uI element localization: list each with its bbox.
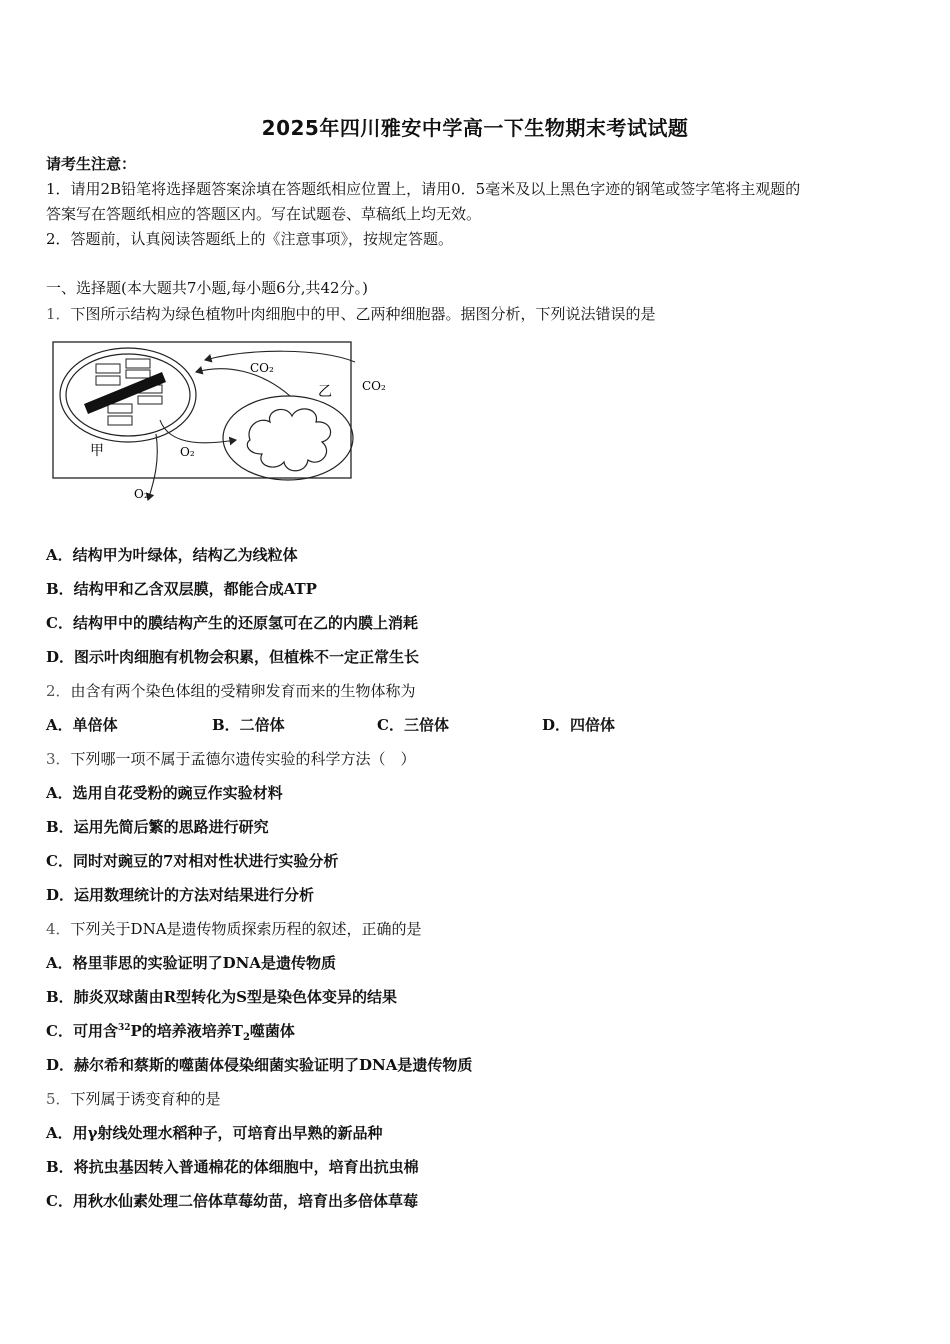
phage-subscript: 2 (242, 1032, 250, 1043)
notice-heading: 请考生注意： (46, 155, 137, 173)
label-jia: 甲 (90, 443, 104, 459)
question-number: 5． (46, 1090, 71, 1108)
question-number: 1． (46, 305, 71, 323)
q2-option-b: B．二倍体 (212, 716, 285, 734)
mitochondrion-cristae (247, 409, 330, 471)
q3-option-d: D．运用数理统计的方法对结果进行分析 (46, 886, 315, 904)
question-3 (46, 748, 416, 769)
q4-option-c-text: C．可用含 (46, 1022, 118, 1040)
q1-option-a: A．结构甲为叶绿体，结构乙为线粒体 (46, 546, 298, 564)
question-stem: 下列哪一项不属于孟德尔遗传实验的科学方法（ ） (70, 750, 416, 768)
label-co2-a: CO₂ (250, 361, 274, 375)
q4-option-d: D．赫尔希和蔡斯的噬菌体侵染细菌实验证明了DNA是遗传物质 (46, 1056, 473, 1074)
q5-option-a: A．用γ射线处理水稻种子，可培育出早熟的新品种 (46, 1124, 383, 1142)
q2-option-c: C．三倍体 (377, 716, 449, 734)
question-4 (46, 918, 422, 939)
question-stem: 由含有两个染色体组的受精卵发育而来的生物体称为 (70, 682, 416, 700)
question-stem: 下列关于DNA是遗传物质探索历程的叙述，正确的是 (70, 920, 422, 938)
q3-option-b: B．运用先简后繁的思路进行研究 (46, 818, 269, 836)
q4-option-c-text: P的培养液培养T (130, 1022, 243, 1040)
section-heading: 一、选择题(本大题共7小题,每小题6分,共42分。) (46, 279, 368, 297)
q1-option-c: C．结构甲中的膜结构产生的还原氢可在乙的内膜上消耗 (46, 614, 418, 632)
notice-item-1-line-1: 1．请用2B铅笔将选择题答案涂填在答题纸相应位置上，请用0．5毫米及以上黑色字迹的钢笔或签字笔将主观题的 (46, 180, 801, 198)
question-stem: 下列属于诱变育种的是 (70, 1090, 221, 1108)
notice-item-1-line-2: 答案写在答题纸相应的答题区内。写在试题卷、草稿纸上均无效。 (46, 205, 482, 223)
q2-option-d: D．四倍体 (542, 716, 616, 734)
question-1 (46, 303, 656, 324)
q5-option-c: C．用秋水仙素处理二倍体草莓幼苗，培育出多倍体草莓 (46, 1192, 418, 1210)
question-5 (46, 1088, 221, 1109)
q4-option-a: A．格里菲思的实验证明了DNA是遗传物质 (46, 954, 336, 972)
question-stem: 下图所示结构为绿色植物叶肉细胞中的甲、乙两种细胞器。据图分析，下列说法错误的是 (70, 305, 656, 323)
question-2 (46, 680, 416, 701)
o2-out-arrow (148, 434, 157, 500)
q1-option-b: B．结构甲和乙含双层膜，都能合成ATP (46, 580, 317, 598)
label-co2-b: CO₂ (362, 379, 386, 393)
organelle-diagram-svg (50, 330, 400, 510)
q4-option-c (46, 1020, 295, 1043)
exam-title: 2025年四川雅安中学高一下生物期末考试试题 (261, 116, 689, 140)
question-number: 3． (46, 750, 71, 768)
question-number: 4． (46, 920, 71, 938)
q4-option-b: B．肺炎双球菌由R型转化为S型是染色体变异的结果 (46, 988, 397, 1006)
q2-option-a: A．单倍体 (46, 716, 118, 734)
label-o2-b: O₂ (134, 487, 149, 501)
label-yi: 乙 (318, 384, 332, 400)
q4-option-c-text: 噬菌体 (249, 1022, 295, 1040)
q3-option-a: A．选用自花受粉的豌豆作实验材料 (46, 784, 283, 802)
label-o2-a: O₂ (180, 445, 195, 459)
notice-item-2: 2．答题前，认真阅读答题纸上的《注意事项》，按规定答题。 (46, 230, 454, 248)
question-number: 2． (46, 682, 71, 700)
isotope-mass-number: 32 (117, 1023, 131, 1033)
mitochondrion-outer-membrane (223, 396, 353, 480)
q3-option-c: C．同时对豌豆的7对相对性状进行实验分析 (46, 852, 339, 870)
co2-transfer-arrow (196, 369, 290, 396)
co2-in-arrow (205, 351, 355, 362)
organelle-diagram (50, 330, 400, 510)
q5-option-b: B．将抗虫基因转入普通棉花的体细胞中，培育出抗虫棉 (46, 1158, 419, 1176)
q1-option-d: D．图示叶肉细胞有机物会积累，但植株不一定正常生长 (46, 648, 420, 666)
